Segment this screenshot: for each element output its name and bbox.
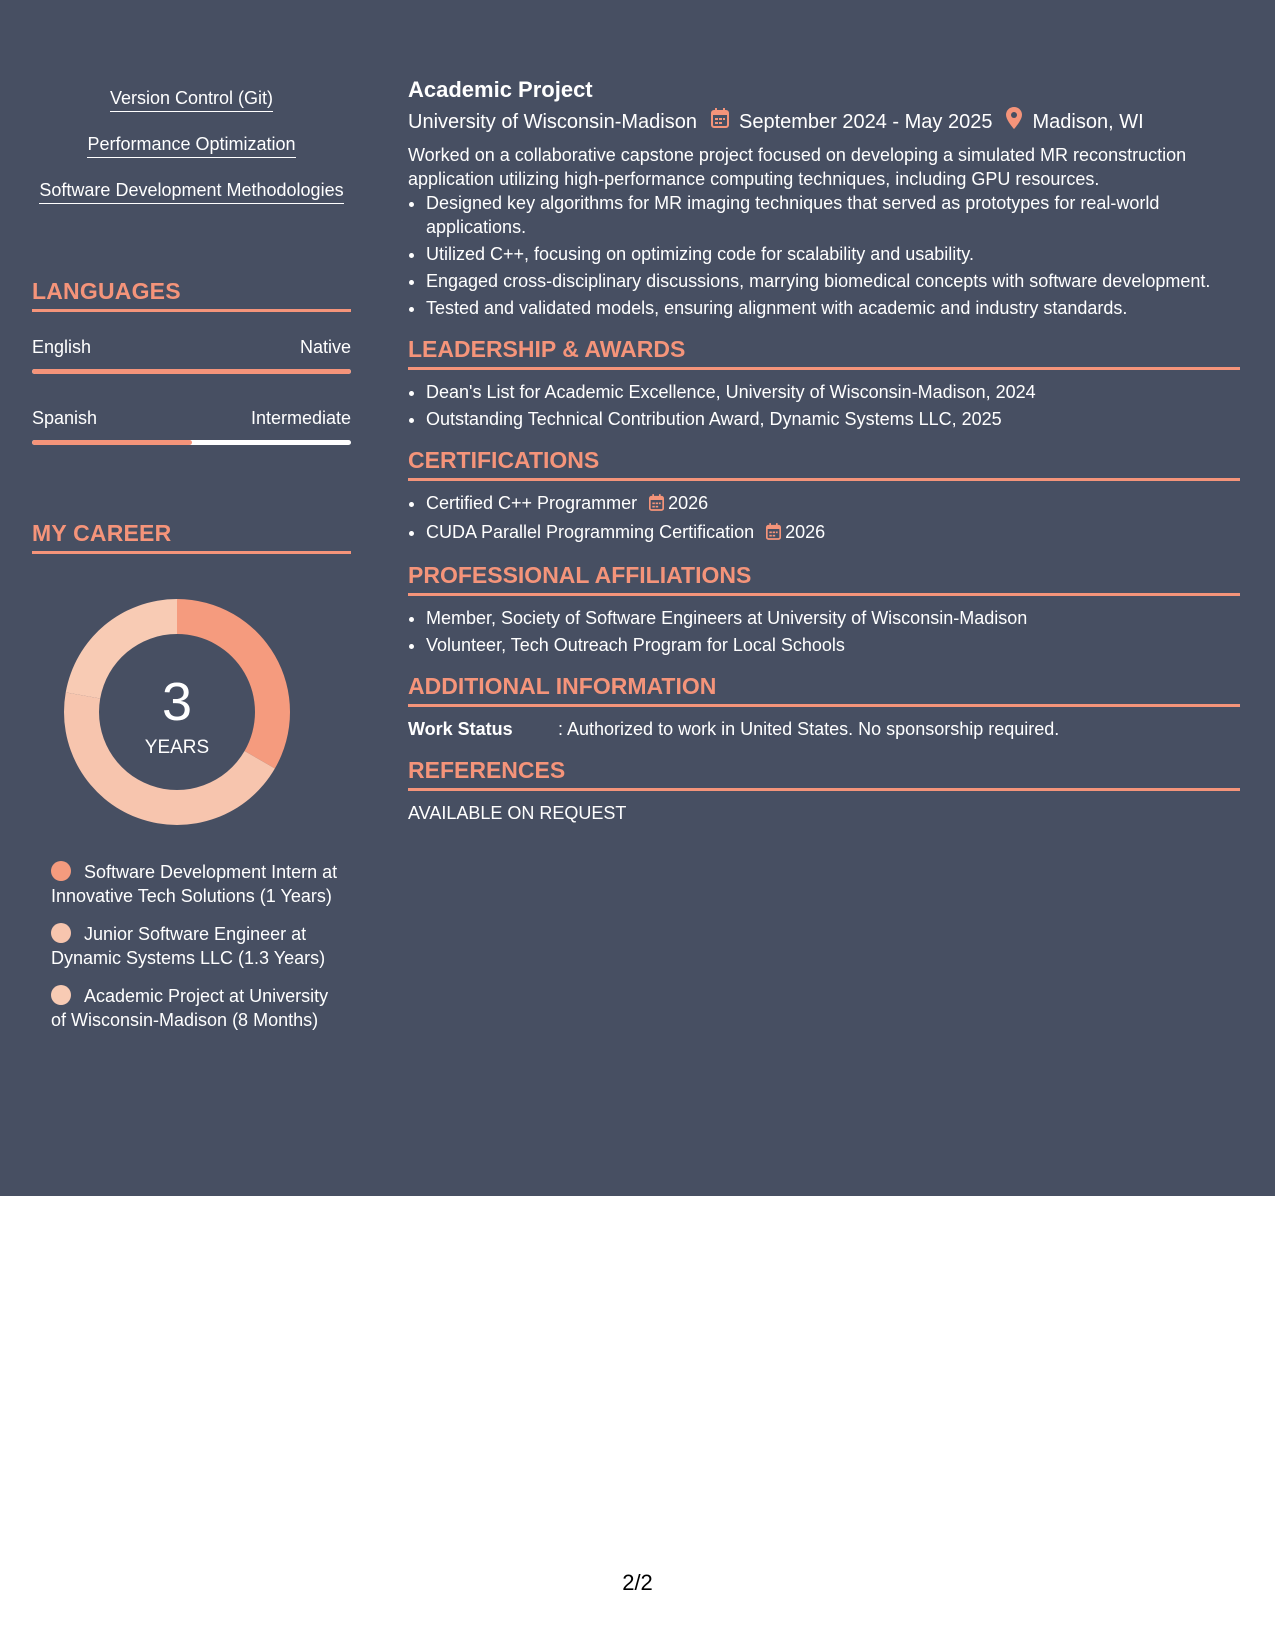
- work-status-row: [408, 717, 1240, 741]
- certification-year: 2026: [668, 493, 709, 513]
- main-content: [408, 76, 1240, 825]
- affiliations-list: [408, 606, 1240, 657]
- references-text: AVAILABLE ON REQUEST: [408, 803, 627, 823]
- certification-year: 2026: [785, 522, 826, 542]
- leadership-list: [408, 380, 1240, 431]
- skills-list: [32, 86, 351, 224]
- career-section: [32, 520, 351, 554]
- certifications-list: [408, 491, 1240, 546]
- certification-name: Certified C++ Programmer: [426, 493, 638, 513]
- calendar-icon: [711, 108, 729, 136]
- language-proficiency-fill: [32, 440, 192, 445]
- page-number: 2/2: [622, 1570, 653, 1595]
- list-item: • Utilized C++, focusing on optimizing code for scalability and usability.: [426, 242, 1240, 266]
- legend-dot-icon: [51, 985, 71, 1005]
- calendar-icon: [766, 522, 781, 546]
- location-pin-icon: [1006, 107, 1022, 137]
- skill-item: Version Control (Git): [110, 86, 273, 112]
- career-legend: [51, 860, 341, 1046]
- skill-item: Performance Optimization: [87, 132, 295, 158]
- donut-slice: [66, 599, 177, 698]
- references-heading: REFERENCES: [408, 757, 1240, 791]
- list-item: • Member, Society of Software Engineers at University of Wisconsin-Madison: [426, 606, 1240, 630]
- list-item: • Engaged cross-disciplinary discussions, marrying biomedical concepts with software development.: [426, 269, 1240, 293]
- project-bullets: [408, 191, 1240, 320]
- language-proficiency-bar: [32, 369, 351, 374]
- list-item: [426, 520, 1240, 546]
- list-item: • Designed key algorithms for MR imaging techniques that served as prototypes for real-world applications.: [426, 191, 1240, 239]
- work-status-label: Work Status: [408, 719, 513, 739]
- list-item: [426, 491, 1240, 517]
- project-summary: Worked on a collaborative capstone project focused on developing a simulated MR reconstruction application utilizing high-performance computing techniques, including GPU resources.: [408, 145, 1187, 189]
- list-item: • Tested and validated models, ensuring alignment with academic and industry standards.: [426, 296, 1240, 320]
- language-proficiency-fill: [32, 369, 351, 374]
- language-name: English: [32, 337, 92, 357]
- leadership-heading: LEADERSHIP & AWARDS: [408, 336, 1240, 370]
- certification-name: CUDA Parallel Programming Certification: [426, 522, 755, 542]
- career-donut-chart: [62, 597, 292, 827]
- legend-dot-icon: [51, 923, 71, 943]
- project-org: University of Wisconsin-Madison: [408, 111, 697, 133]
- legend-label: Software Development Intern at Innovative Tech Solutions (1 Years): [51, 862, 338, 906]
- legend-label: Junior Software Engineer at Dynamic Systems LLC (1.3 Years): [51, 924, 326, 968]
- project-meta: [408, 107, 1240, 137]
- language-name: Spanish: [32, 408, 98, 428]
- additional-info-heading: ADDITIONAL INFORMATION: [408, 673, 1240, 707]
- language-level: Native: [299, 337, 351, 357]
- calendar-icon: [649, 493, 664, 517]
- project-dates: September 2024 - May 2025: [738, 111, 993, 133]
- skill-item: Software Development Methodologies: [39, 178, 344, 204]
- legend-label: Academic Project at University of Wisconsin-Madison (8 Months): [51, 986, 329, 1030]
- languages-section: [32, 278, 351, 445]
- language-item: [32, 407, 351, 445]
- certifications-heading: CERTIFICATIONS: [408, 447, 1240, 481]
- legend-dot-icon: [51, 861, 71, 881]
- languages-heading: LANGUAGES: [32, 278, 351, 312]
- career-total-unit: YEARS: [144, 737, 210, 758]
- language-item: [32, 336, 351, 374]
- list-item: • Dean's List for Academic Excellence, University of Wisconsin-Madison, 2024: [426, 380, 1240, 404]
- list-item: • Outstanding Technical Contribution Award, Dynamic Systems LLC, 2025: [426, 407, 1240, 431]
- legend-item: [51, 984, 341, 1032]
- career-total-number: 3: [161, 672, 193, 732]
- legend-item: [51, 860, 341, 908]
- career-heading: MY CAREER: [32, 520, 351, 554]
- language-level: Intermediate: [250, 408, 351, 428]
- project-location: Madison, WI: [1032, 111, 1144, 133]
- work-status-value: : Authorized to work in United States. No sponsorship required.: [558, 719, 1060, 739]
- project-title: Academic Project: [408, 77, 593, 102]
- list-item: • Volunteer, Tech Outreach Program for Local Schools: [426, 633, 1240, 657]
- affiliations-heading: PROFESSIONAL AFFILIATIONS: [408, 562, 1240, 596]
- language-proficiency-bar: [32, 440, 351, 445]
- legend-item: [51, 922, 341, 970]
